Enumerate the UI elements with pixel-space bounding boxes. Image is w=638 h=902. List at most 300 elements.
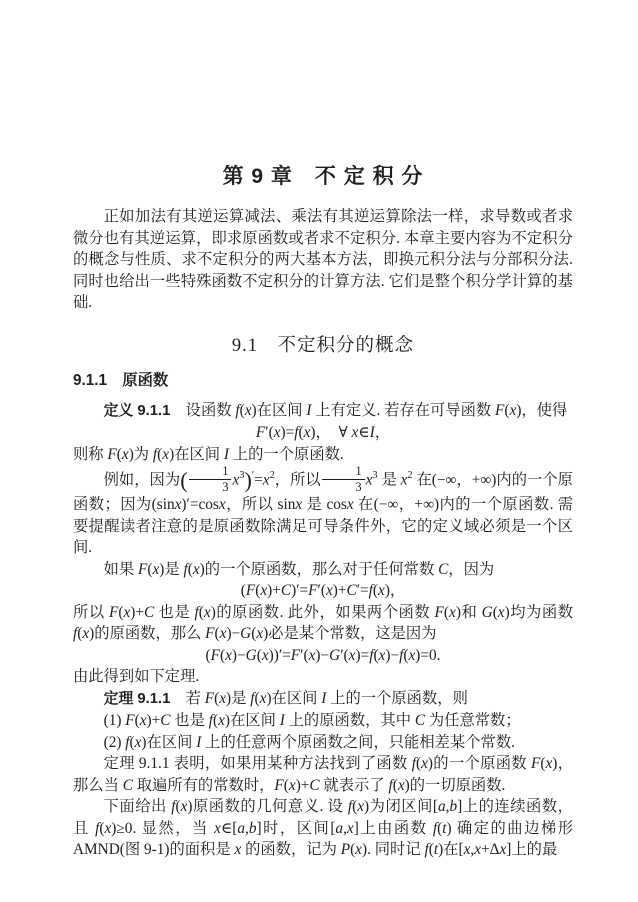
text-run: x: [295, 496, 303, 514]
text-run: t: [442, 819, 447, 837]
text-run: ): [89, 625, 95, 643]
text-run: ): [552, 755, 558, 773]
text-run: 正如加法有其逆运算减法、乘法有其逆运算除法一样，求导数或者求微分也有其逆运算，即求原函数或者求不定积分. 本章主要内容为不定积分的概念与性质、求不定积分的两大基本方法，即换元积分法与分部积分法. 同时也给出一些特殊函数不定积分的计算方法. 它们是整个积分学计算的基础.: [73, 208, 573, 311]
text-run: 定理 9.1.1: [103, 690, 171, 707]
text-run: ，: [374, 424, 391, 441]
fraction-numerator: 1: [322, 465, 365, 480]
text-run: x: [365, 471, 373, 489]
text-run: f: [388, 776, 393, 794]
text-run: x: [346, 819, 354, 837]
text-run: x: [259, 689, 267, 707]
text-run: x: [134, 733, 142, 751]
text-run: 上的一个原函数，则: [326, 689, 468, 707]
text-run: x: [203, 603, 211, 621]
section-title: 9.1 不定积分的概念: [231, 335, 415, 356]
text-run: )=: [280, 424, 295, 441]
text-run: ，所以 sin: [225, 496, 296, 514]
conclusion-line: [73, 666, 573, 688]
text-run: 例如，因为: [103, 471, 181, 489]
text-run: (: [540, 755, 546, 773]
text-run: x: [378, 582, 385, 600]
text-run: 的原函数. 此外，如果两个函数: [215, 603, 435, 621]
text-run: 也是: [170, 712, 209, 730]
theorem-item-2: [73, 732, 573, 754]
definition-paragraph: [73, 400, 573, 423]
text-run: x: [346, 496, 354, 514]
text-run: f: [368, 582, 373, 600]
text-run: 在区间: [146, 733, 197, 751]
text-run: ))′=: [268, 646, 291, 664]
text-run: 就表示了: [319, 776, 389, 794]
text-run: ): [244, 467, 252, 493]
text-run: F: [109, 603, 119, 621]
text-run: )′=cos: [181, 496, 219, 514]
text-run: F: [308, 582, 318, 600]
text-run: x: [192, 560, 200, 578]
text-run: ，使得: [521, 401, 568, 419]
formula-difference-zero: [73, 645, 573, 667]
text-run: ): [266, 689, 272, 707]
text-run: x: [218, 496, 226, 514]
text-run: ∈: [358, 424, 370, 441]
text-run: ，那么当: [73, 755, 573, 794]
text-run: 也是: [154, 603, 195, 621]
text-run: ,: [245, 819, 249, 837]
text-run: x: [234, 841, 242, 859]
text-run: )−: [385, 646, 400, 664]
subsection-title: 9.1.1 原函数: [73, 371, 169, 389]
text-run: G: [481, 603, 493, 621]
text-run: 由此得到如下定理.: [73, 668, 200, 686]
text-run: f: [152, 445, 158, 463]
text-run: 在(−∞，+∞)内的一个原函数. 需要提醒读者注意的是原函数除满足可导条件外，它的定义域必须是一个区间.: [73, 496, 573, 557]
text-run: x: [180, 798, 188, 816]
text-run: (: [256, 646, 262, 664]
text-run: 是: [164, 560, 184, 578]
text-run: 取遍所有的常数时，: [132, 776, 275, 794]
text-run: ): [446, 819, 452, 837]
text-run: ′(: [265, 424, 274, 441]
if-paragraph: [73, 559, 573, 581]
text-run: 上的任意两个原函数之间，只能相差某个常数.: [201, 733, 515, 751]
text-run: (: [129, 733, 135, 751]
text-run: x: [463, 841, 471, 859]
text-run: ): [251, 401, 257, 419]
text-run: . 同时记: [367, 841, 425, 859]
text-run: (: [298, 424, 304, 441]
text-run: x: [262, 471, 270, 489]
text-run: F: [245, 582, 256, 600]
text-run: x: [400, 471, 408, 489]
remark-paragraph: [73, 753, 573, 796]
text-run: 在[: [443, 841, 464, 859]
text-run: (: [392, 776, 398, 794]
text-run: ): [364, 798, 370, 816]
text-run: 2: [269, 470, 275, 482]
text-run: )=: [355, 646, 370, 664]
text-run: (: [352, 798, 358, 816]
text-run: ): [361, 841, 368, 859]
text-run: )+: [146, 712, 161, 730]
text-run: 的一个原函数: [433, 755, 532, 773]
text-run: (: [214, 625, 220, 643]
text-run: 下面给出: [103, 798, 172, 816]
text-run: x: [397, 776, 405, 794]
text-run: ′: [251, 470, 255, 482]
text-run: )−: [315, 646, 330, 664]
text-run: )，: [384, 582, 406, 600]
text-run: ≥0. 显然，当: [116, 819, 215, 837]
text-run: I: [306, 401, 312, 419]
text-run: )−: [231, 646, 246, 664]
text-run: x: [152, 560, 160, 578]
text-run: f: [73, 625, 78, 643]
text-run: x: [378, 646, 386, 664]
text-run: 设函数: [170, 401, 236, 419]
text-run: 必是某个常数，这是因为: [268, 625, 437, 643]
text-run: (: [283, 776, 289, 794]
text-run: (: [77, 625, 83, 643]
text-run: f: [95, 819, 100, 837]
text-run: )+: [130, 603, 144, 621]
intro-paragraph: [73, 206, 573, 314]
text-run: x: [497, 603, 505, 621]
text-run: 在区间: [174, 445, 224, 463]
text-run: x: [545, 755, 553, 773]
text-run: I: [223, 445, 230, 463]
text-run: ∈[: [220, 819, 238, 837]
text-run: f: [347, 798, 353, 816]
text-run: ): [141, 733, 147, 751]
text-run: F: [290, 646, 301, 664]
text-run: 和: [460, 603, 482, 621]
theorem-paragraph: [73, 688, 573, 711]
text-run: x: [244, 401, 252, 419]
text-run: (2): [103, 733, 126, 751]
text-run: (: [443, 603, 450, 621]
text-run: ]: [457, 798, 463, 816]
text-run: )+: [295, 776, 310, 794]
text-run: ,: [470, 841, 475, 859]
text-run: x: [121, 445, 129, 463]
text-run: F: [495, 401, 505, 419]
example-paragraph: [73, 465, 573, 559]
text-run: F: [255, 424, 266, 441]
text-run: x: [162, 445, 170, 463]
text-run: (: [198, 603, 204, 621]
text-run: 上的原函数，其中: [284, 712, 415, 730]
text-run: 上由函数: [358, 819, 433, 837]
text-run: (: [504, 401, 510, 419]
so-paragraph: [73, 602, 573, 645]
theorem-item-1: [73, 710, 573, 732]
text-run: )=0.: [415, 646, 441, 664]
text-run: (: [492, 603, 498, 621]
text-run: F: [138, 560, 148, 578]
text-run: a: [438, 798, 446, 816]
text-run: b: [449, 798, 458, 816]
text-run: 均为函数: [509, 603, 573, 621]
text-run: F: [531, 755, 541, 773]
text-run: 在(−∞，+∞)内的一个原函数；因为(sin: [73, 471, 573, 514]
text-run: C: [438, 560, 449, 578]
text-run: 2: [407, 470, 413, 482]
text-run: x: [260, 582, 268, 600]
text-run: x: [499, 841, 507, 859]
text-run: x: [104, 819, 112, 837]
text-run: ,: [445, 798, 450, 816]
text-run: ): [263, 625, 269, 643]
text-run: x: [225, 646, 232, 664]
text-run: ): [504, 603, 510, 621]
text-run: I: [196, 733, 202, 751]
text-run: ，所以: [274, 471, 321, 489]
text-run: I: [321, 689, 327, 707]
text-run: x: [474, 841, 481, 859]
text-run: G: [240, 625, 252, 643]
text-run: ): [187, 798, 193, 816]
text-run: x: [421, 755, 428, 773]
text-run: x: [509, 401, 517, 419]
text-run: 的一个原函数，那么对于任何常数: [204, 560, 439, 578]
text-run: x: [232, 471, 240, 489]
text-run: 在区间: [229, 712, 280, 730]
text-run: (: [187, 560, 193, 578]
text-run: x: [218, 712, 225, 730]
text-run: (: [116, 445, 122, 463]
text-run: 的一切原函数.: [409, 776, 506, 794]
text-run: ]上的最: [506, 841, 558, 859]
text-run: ): [438, 841, 444, 859]
text-run: (: [372, 582, 379, 600]
text-run: 为任意常数；: [425, 712, 521, 730]
text-run: ′(: [300, 646, 309, 664]
text-run: ): [516, 401, 522, 419]
definition-conclusion: [73, 444, 573, 466]
text-run: f: [432, 819, 438, 837]
text-run: ): [224, 712, 230, 730]
text-run: x: [261, 646, 269, 664]
text-run: a: [335, 819, 344, 837]
text-run: x: [357, 798, 365, 816]
fraction-denominator: 3: [355, 480, 362, 495]
text-run: ): [111, 819, 117, 837]
text-run: x: [308, 646, 316, 664]
text-run: f: [369, 646, 374, 664]
text-run: 的函数，记为: [241, 841, 341, 859]
text-run: 确定的曲边梯形 AMND(图 9-1)的面积是: [73, 819, 574, 859]
text-run: x: [325, 582, 333, 600]
text-run: x: [219, 689, 227, 707]
text-run: P: [340, 841, 351, 859]
text-run: (: [214, 689, 220, 707]
text-run: f: [183, 560, 188, 578]
text-run: (: [134, 712, 140, 730]
page-content: [73, 0, 573, 861]
text-run: 上的一个原函数.: [229, 445, 344, 463]
text-run: C: [414, 712, 426, 730]
text-run: 在区间: [256, 401, 307, 419]
text-run: (: [99, 819, 105, 837]
text-run: 是: [231, 689, 251, 707]
formula-derivative-definition: [73, 422, 573, 444]
text-run: x: [82, 625, 90, 643]
text-run: x: [355, 841, 362, 859]
text-run: 是 cos: [302, 496, 347, 514]
text-run: ): [226, 689, 232, 707]
text-run: f: [294, 424, 299, 441]
text-run: 的原函数，那么: [94, 625, 206, 643]
text-run: 定理 9.1.1 表明，如果用某种方法找到了函数: [103, 755, 412, 773]
text-run: (: [373, 646, 379, 664]
text-run: (: [254, 689, 260, 707]
text-run: )，: [310, 424, 339, 441]
text-run: ): [455, 603, 461, 621]
text-run: F: [434, 603, 444, 621]
text-run: 则称: [73, 445, 108, 463]
text-run: (: [180, 467, 188, 493]
text-run: x: [348, 646, 356, 664]
text-run: 3: [372, 470, 378, 482]
text-run: 定义 9.1.1: [103, 402, 171, 419]
text-run: 上的连续函数，且: [73, 798, 573, 837]
text-run: C: [280, 582, 292, 600]
text-run: a: [237, 819, 246, 837]
text-run: ): [404, 776, 410, 794]
text-run: 为: [133, 445, 153, 463]
text-run: (: [415, 755, 422, 773]
text-run: 时，区间[: [261, 819, 336, 837]
text-run: F: [107, 445, 117, 463]
text-run: )+: [267, 582, 281, 600]
fraction-denominator: 3: [222, 480, 229, 495]
text-run: f: [424, 841, 429, 859]
fraction: [189, 465, 232, 494]
text-run: (: [240, 582, 246, 600]
text-run: x: [351, 424, 359, 441]
text-run: =: [254, 471, 263, 489]
text-run: +Δ: [481, 841, 500, 859]
text-run: ′(: [317, 582, 326, 600]
text-run: x: [303, 424, 311, 441]
text-run: ∀: [338, 424, 352, 441]
chapter-title: 第 9 章 不 定 积 分: [222, 165, 424, 188]
text-run: 在区间: [271, 689, 322, 707]
text-run: (: [251, 625, 257, 643]
text-run: (: [220, 646, 226, 664]
text-run: (: [212, 712, 219, 730]
text-run: C: [309, 776, 320, 794]
text-run: x: [273, 424, 281, 441]
text-run: (: [147, 560, 153, 578]
fraction: [322, 465, 365, 494]
text-run: (: [239, 401, 245, 419]
text-run: ,: [343, 819, 347, 837]
text-run: F: [274, 776, 284, 794]
text-run: 上有定义. 若存在可导函数: [311, 401, 496, 419]
text-run: ): [159, 560, 165, 578]
text-run: x: [139, 712, 147, 730]
text-run: x: [449, 603, 456, 621]
formula-antiderivative-plus-constant: [73, 580, 573, 602]
text-run: I: [279, 712, 285, 730]
text-run: (: [350, 841, 356, 859]
text-run: f: [411, 755, 416, 773]
text-run: )+: [332, 582, 347, 600]
text-run: C: [144, 603, 155, 621]
text-run: 如果: [103, 560, 139, 578]
text-run: G: [329, 646, 341, 664]
geometry-paragraph: [73, 796, 573, 861]
text-run: ′=: [356, 582, 369, 600]
text-run: x: [219, 625, 227, 643]
text-run: 若: [170, 689, 205, 707]
text-run: ): [199, 560, 205, 578]
text-run: x: [174, 496, 182, 514]
text-run: F: [125, 712, 135, 730]
text-run: I: [369, 424, 375, 441]
text-run: (: [403, 646, 409, 664]
text-run: (: [205, 646, 211, 664]
text-run: C: [346, 582, 357, 600]
text-run: ): [427, 755, 433, 773]
text-run: x: [214, 819, 221, 837]
text-run: f: [125, 733, 130, 751]
text-run: f: [235, 401, 240, 419]
text-run: ): [210, 603, 216, 621]
text-run: ): [128, 445, 134, 463]
text-run: (: [118, 603, 124, 621]
text-run: f: [194, 603, 199, 621]
text-run: b: [248, 819, 257, 837]
text-run: (: [255, 582, 261, 600]
text-run: )′=: [291, 582, 309, 600]
text-run: F: [210, 646, 221, 664]
text-run: 是: [377, 471, 401, 489]
fraction-numerator: 1: [189, 465, 232, 480]
text-run: ]: [353, 819, 359, 837]
text-run: t: [433, 841, 439, 859]
text-run: f: [250, 689, 255, 707]
text-run: f: [208, 712, 213, 730]
text-run: ]: [256, 819, 262, 837]
text-run: 所以: [73, 603, 109, 621]
text-run: (: [428, 841, 434, 859]
text-run: f: [171, 798, 176, 816]
text-run: (: [157, 445, 163, 463]
text-run: ，因为: [448, 560, 495, 578]
text-run: C: [160, 712, 171, 730]
text-run: x: [123, 603, 131, 621]
text-run: 原函数的几何意义. 设: [192, 798, 348, 816]
text-run: )−: [226, 625, 241, 643]
text-run: x: [408, 646, 416, 664]
text-run: (1): [103, 712, 126, 730]
text-run: ′(: [340, 646, 349, 664]
text-run: G: [245, 646, 257, 664]
text-run: 3: [239, 470, 245, 482]
text-run: F: [205, 625, 215, 643]
text-run: f: [399, 646, 404, 664]
text-run: x: [288, 776, 296, 794]
text-run: x: [256, 625, 264, 643]
text-run: F: [204, 689, 215, 707]
text-run: (: [437, 819, 443, 837]
text-run: 为闭区间[: [369, 798, 439, 816]
text-run: ): [169, 445, 175, 463]
text-run: (: [175, 798, 181, 816]
text-run: C: [122, 776, 133, 794]
